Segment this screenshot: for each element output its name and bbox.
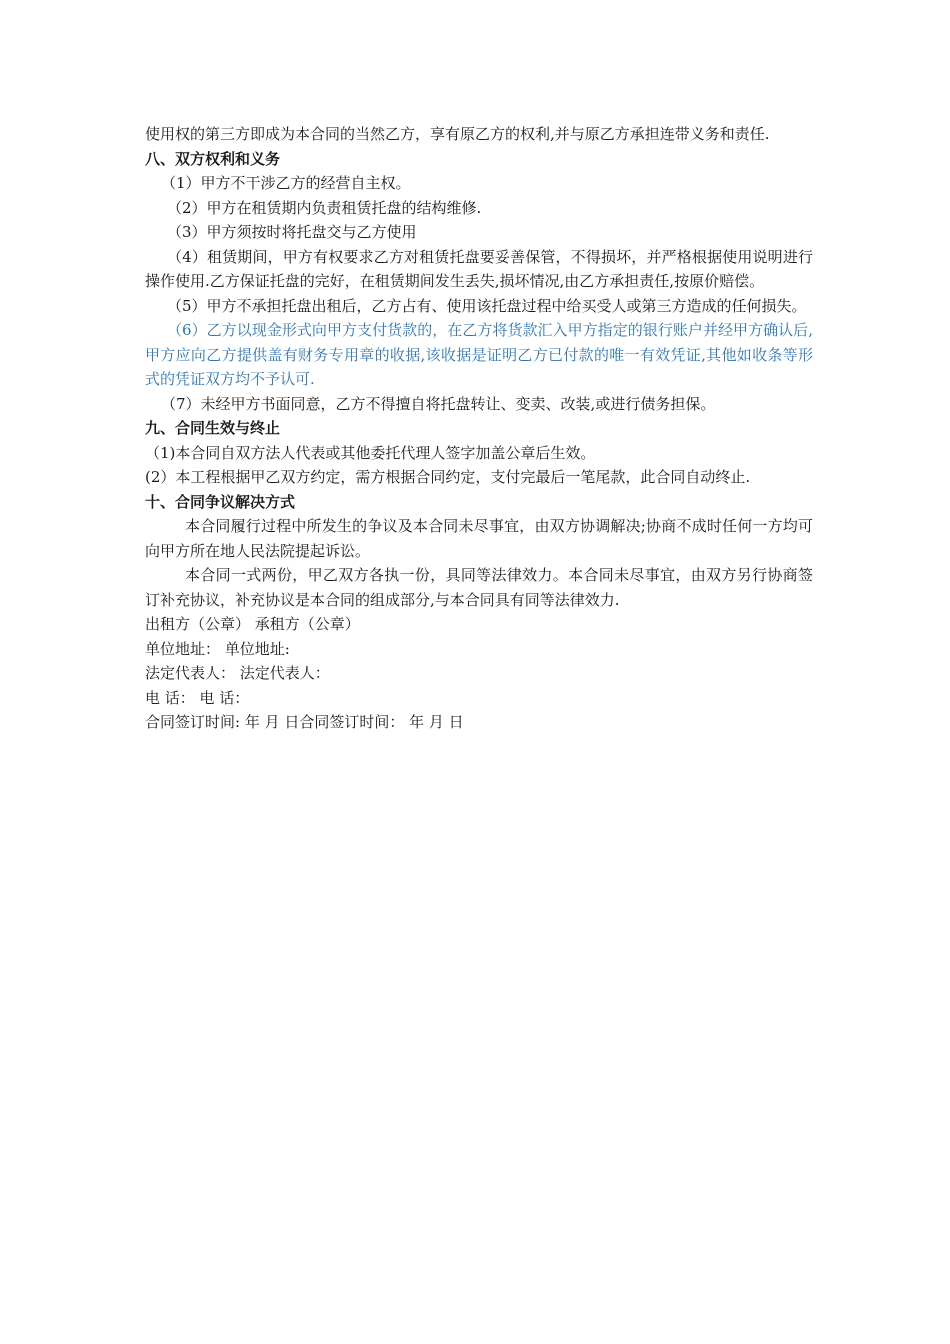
signature-date: 合同签订时间: 年 月 日合同签订时间： 年 月 日 [145,713,464,731]
section-9-heading: 九、合同生效与终止 [145,419,281,437]
section-8-item-7: （7）未经甲方书面同意，乙方不得擅自将托盘转让、变卖、改装,或进行债务担保。 [161,394,716,413]
signature-address: 单位地址： 单位地址: [145,639,290,658]
signature-parties: 出租方（公章） 承租方（公章） [145,615,360,633]
section-8-item-4: （4）租赁期间，甲方有权要求乙方对租赁托盘要妥善保管，不得损坏，并严格根据使用说明进行操作使用.乙方保证托盘的完好，在租赁期间发生丢失,损坏情况,由乙方承担责任,按原价赔偿。 [145,247,813,290]
section-8-item-6: （6）乙方以现金形式向甲方支付货款的，在乙方将货款汇入甲方指定的银行账户并经甲方确认后,甲方应向乙方提供盖有财务专用章的收据,该收据是证明乙方已付款的唯一有效凭证,其他如收条等形式的凭证双方均不予认可. [145,321,813,388]
section-8-item-1: （1）甲方不干涉乙方的经营自主权。 [161,174,411,192]
signature-representative: 法定代表人： 法定代表人： [145,664,330,682]
section-10-heading: 十、合同争议解决方式 [145,492,296,511]
section-8-heading: 八、双方权利和义务 [145,149,281,168]
contract-page [145,122,813,735]
section-8-item-3: （3）甲方须按时将托盘交与乙方使用 [167,223,417,241]
section-8-item-5: （5）甲方不承担托盘出租后，乙方占有、使用该托盘过程中给买受人或第三方造成的任何损失。 [167,296,807,315]
signature-phone: 电 话： 电 话： [145,688,250,707]
section-9-item-2: (2）本工程根据甲乙双方约定，需方根据合同约定，支付完最后一笔尾款，此合同自动终止. [145,468,751,486]
section-10-paragraph-1: 本合同履行过程中所发生的争议及本合同未尽事宜，由双方协调解决;协商不成时任何一方均可向甲方所在地人民法院提起诉讼。 [145,517,813,560]
section-8-item-2: （2）甲方在租赁期内负责租赁托盘的结构维修. [167,198,482,217]
section-10-paragraph-2: 本合同一式两份，甲乙双方各执一份，具同等法律效力。本合同未尽事宜，由双方另行协商签订补充协议，补充协议是本合同的组成部分,与本合同具有同等法律效力. [145,566,813,609]
section-9-item-1: （1)本合同自双方法人代表或其他委托代理人签字加盖公章后生效。 [145,443,596,462]
intro-continuation: 使用权的第三方即成为本合同的当然乙方，享有原乙方的权利,并与原乙方承担连带义务和责任. [145,125,770,143]
